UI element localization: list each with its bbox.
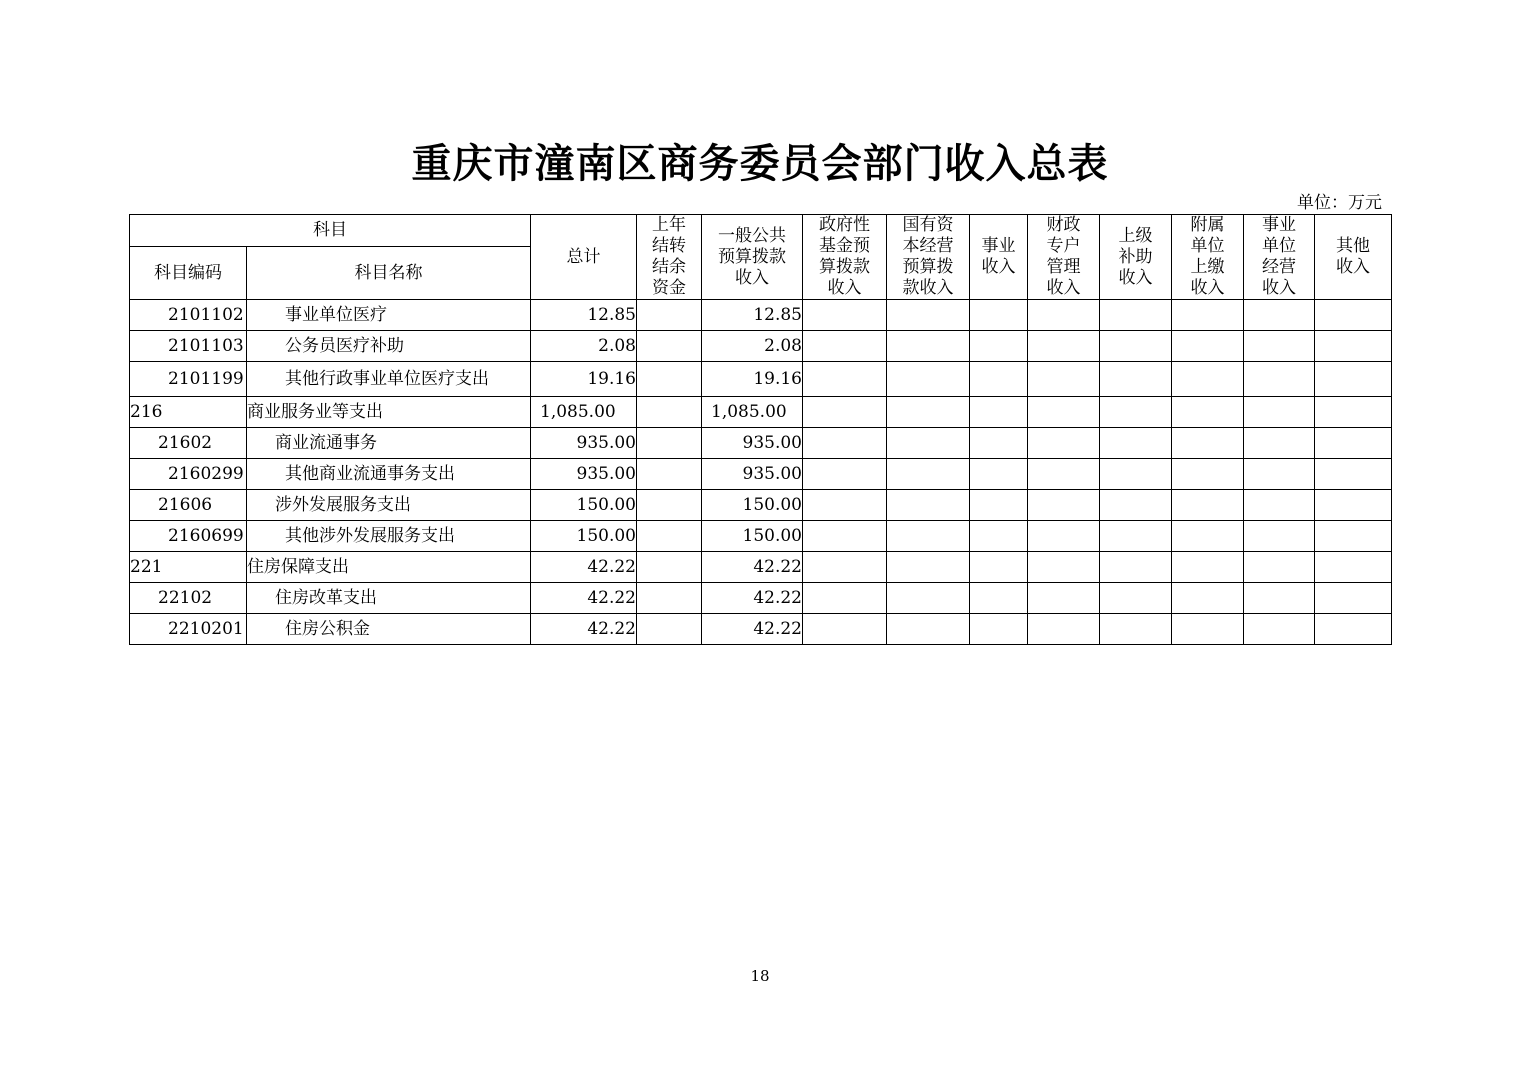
table-row [130, 300, 1392, 331]
cell-fiscal-special [1028, 583, 1100, 614]
table-row [130, 331, 1392, 362]
cell-affiliated [1172, 428, 1244, 459]
cell-gov-fund [803, 552, 887, 583]
header-carryover: 上年 结转 结余 资金 [637, 215, 702, 300]
cell-general-budget: 42.22 [702, 583, 803, 614]
cell-carryover [637, 331, 702, 362]
cell-other [1315, 490, 1392, 521]
cell-name: 其他涉外发展服务支出 [247, 521, 531, 552]
header-affiliated: 附属 单位 上缴 收入 [1172, 215, 1244, 300]
header-code: 科目编码 [130, 247, 247, 300]
table-row [130, 583, 1392, 614]
cell-state-capital [887, 362, 970, 397]
header-other: 其他 收入 [1315, 215, 1392, 300]
cell-other [1315, 614, 1392, 645]
cell-fiscal-special [1028, 397, 1100, 428]
cell-operating [1244, 552, 1315, 583]
cell-total: 42.22 [531, 583, 637, 614]
cell-affiliated [1172, 490, 1244, 521]
cell-carryover [637, 362, 702, 397]
cell-other [1315, 583, 1392, 614]
cell-business-income [970, 490, 1028, 521]
cell-business-income [970, 428, 1028, 459]
page-number: 18 [750, 967, 770, 985]
cell-state-capital [887, 490, 970, 521]
cell-business-income [970, 614, 1028, 645]
cell-operating [1244, 459, 1315, 490]
cell-carryover [637, 300, 702, 331]
cell-state-capital [887, 583, 970, 614]
cell-operating [1244, 428, 1315, 459]
cell-fiscal-special [1028, 428, 1100, 459]
cell-name: 涉外发展服务支出 [247, 490, 531, 521]
cell-carryover [637, 428, 702, 459]
cell-business-income [970, 521, 1028, 552]
cell-name: 其他行政事业单位医疗支出 [247, 362, 531, 397]
cell-code: 2101199 [130, 362, 247, 397]
cell-total: 150.00 [531, 490, 637, 521]
cell-other [1315, 300, 1392, 331]
table-row [130, 614, 1392, 645]
header-name: 科目名称 [247, 247, 531, 300]
table-row [130, 552, 1392, 583]
cell-state-capital [887, 331, 970, 362]
cell-general-budget: 935.00 [702, 428, 803, 459]
table-row [130, 362, 1392, 397]
cell-name: 商业流通事务 [247, 428, 531, 459]
cell-state-capital [887, 552, 970, 583]
header-gov-fund: 政府性 基金预 算拨款 收入 [803, 215, 887, 300]
cell-superior-subsidy [1100, 552, 1172, 583]
cell-fiscal-special [1028, 521, 1100, 552]
cell-gov-fund [803, 331, 887, 362]
cell-other [1315, 552, 1392, 583]
cell-code: 221 [130, 552, 247, 583]
header-general-budget: 一般公共 预算拨款 收入 [702, 215, 803, 300]
header-superior-subsidy: 上级 补助 收入 [1100, 215, 1172, 300]
cell-name: 公务员医疗补助 [247, 331, 531, 362]
cell-total: 19.16 [531, 362, 637, 397]
cell-name: 商业服务业等支出 [247, 397, 531, 428]
table-row [130, 521, 1392, 552]
cell-business-income [970, 397, 1028, 428]
cell-general-budget: 42.22 [702, 552, 803, 583]
cell-state-capital [887, 397, 970, 428]
cell-code: 2160299 [130, 459, 247, 490]
cell-superior-subsidy [1100, 300, 1172, 331]
cell-fiscal-special [1028, 459, 1100, 490]
cell-name: 住房改革支出 [247, 583, 531, 614]
cell-operating [1244, 521, 1315, 552]
cell-total: 12.85 [531, 300, 637, 331]
cell-code: 2160699 [130, 521, 247, 552]
cell-total: 935.00 [531, 428, 637, 459]
cell-fiscal-special [1028, 362, 1100, 397]
cell-gov-fund [803, 490, 887, 521]
cell-general-budget: 1,085.00 [702, 397, 803, 428]
cell-other [1315, 521, 1392, 552]
cell-general-budget: 150.00 [702, 521, 803, 552]
cell-total: 150.00 [531, 521, 637, 552]
cell-business-income [970, 552, 1028, 583]
cell-code: 2101103 [130, 331, 247, 362]
cell-code: 2101102 [130, 300, 247, 331]
table-row [130, 428, 1392, 459]
cell-code: 2210201 [130, 614, 247, 645]
cell-superior-subsidy [1100, 459, 1172, 490]
cell-fiscal-special [1028, 331, 1100, 362]
cell-carryover [637, 521, 702, 552]
cell-name: 住房保障支出 [247, 552, 531, 583]
cell-operating [1244, 397, 1315, 428]
cell-business-income [970, 459, 1028, 490]
cell-fiscal-special [1028, 300, 1100, 331]
cell-affiliated [1172, 459, 1244, 490]
cell-operating [1244, 331, 1315, 362]
cell-affiliated [1172, 362, 1244, 397]
cell-superior-subsidy [1100, 490, 1172, 521]
cell-state-capital [887, 428, 970, 459]
cell-business-income [970, 583, 1028, 614]
cell-superior-subsidy [1100, 521, 1172, 552]
cell-gov-fund [803, 521, 887, 552]
table-row [130, 459, 1392, 490]
cell-operating [1244, 490, 1315, 521]
income-summary-table [129, 214, 1392, 645]
cell-operating [1244, 583, 1315, 614]
cell-affiliated [1172, 300, 1244, 331]
cell-general-budget: 19.16 [702, 362, 803, 397]
table-row [130, 490, 1392, 521]
unit-label: 单位：万元 [1297, 193, 1382, 213]
cell-general-budget: 150.00 [702, 490, 803, 521]
cell-affiliated [1172, 583, 1244, 614]
table-row [130, 397, 1392, 428]
cell-other [1315, 428, 1392, 459]
header-total: 总计 [531, 215, 637, 300]
cell-superior-subsidy [1100, 614, 1172, 645]
cell-superior-subsidy [1100, 362, 1172, 397]
cell-business-income [970, 300, 1028, 331]
cell-operating [1244, 300, 1315, 331]
cell-total: 1,085.00 [531, 397, 637, 428]
cell-affiliated [1172, 614, 1244, 645]
cell-affiliated [1172, 397, 1244, 428]
document-title: 重庆市潼南区商务委员会部门收入总表 [411, 140, 1109, 187]
cell-fiscal-special [1028, 490, 1100, 521]
cell-general-budget: 12.85 [702, 300, 803, 331]
cell-fiscal-special [1028, 552, 1100, 583]
cell-gov-fund [803, 300, 887, 331]
cell-superior-subsidy [1100, 428, 1172, 459]
cell-fiscal-special [1028, 614, 1100, 645]
cell-gov-fund [803, 583, 887, 614]
header-business-income: 事业 收入 [970, 215, 1028, 300]
cell-name: 住房公积金 [247, 614, 531, 645]
cell-code: 21602 [130, 428, 247, 459]
cell-other [1315, 397, 1392, 428]
cell-total: 42.22 [531, 614, 637, 645]
cell-superior-subsidy [1100, 583, 1172, 614]
cell-general-budget: 935.00 [702, 459, 803, 490]
cell-other [1315, 362, 1392, 397]
cell-state-capital [887, 459, 970, 490]
table-body [130, 300, 1392, 645]
cell-affiliated [1172, 552, 1244, 583]
cell-gov-fund [803, 362, 887, 397]
cell-carryover [637, 459, 702, 490]
cell-carryover [637, 397, 702, 428]
header-state-capital: 国有资 本经营 预算拨 款收入 [887, 215, 970, 300]
cell-operating [1244, 362, 1315, 397]
cell-code: 22102 [130, 583, 247, 614]
cell-carryover [637, 490, 702, 521]
cell-business-income [970, 362, 1028, 397]
cell-general-budget: 42.22 [702, 614, 803, 645]
cell-state-capital [887, 521, 970, 552]
cell-name: 其他商业流通事务支出 [247, 459, 531, 490]
cell-superior-subsidy [1100, 397, 1172, 428]
cell-affiliated [1172, 331, 1244, 362]
cell-state-capital [887, 300, 970, 331]
header-fiscal-special: 财政 专户 管理 收入 [1028, 215, 1100, 300]
cell-gov-fund [803, 459, 887, 490]
cell-business-income [970, 331, 1028, 362]
header-subject: 科目 [130, 215, 531, 247]
cell-other [1315, 331, 1392, 362]
cell-other [1315, 459, 1392, 490]
cell-affiliated [1172, 521, 1244, 552]
cell-code: 216 [130, 397, 247, 428]
cell-total: 935.00 [531, 459, 637, 490]
cell-carryover [637, 583, 702, 614]
cell-superior-subsidy [1100, 331, 1172, 362]
table-header [130, 215, 1392, 300]
cell-operating [1244, 614, 1315, 645]
cell-carryover [637, 552, 702, 583]
header-operating: 事业 单位 经营 收入 [1244, 215, 1315, 300]
cell-total: 2.08 [531, 331, 637, 362]
cell-name: 事业单位医疗 [247, 300, 531, 331]
cell-code: 21606 [130, 490, 247, 521]
cell-state-capital [887, 614, 970, 645]
cell-total: 42.22 [531, 552, 637, 583]
cell-gov-fund [803, 614, 887, 645]
cell-carryover [637, 614, 702, 645]
cell-general-budget: 2.08 [702, 331, 803, 362]
cell-gov-fund [803, 397, 887, 428]
cell-gov-fund [803, 428, 887, 459]
